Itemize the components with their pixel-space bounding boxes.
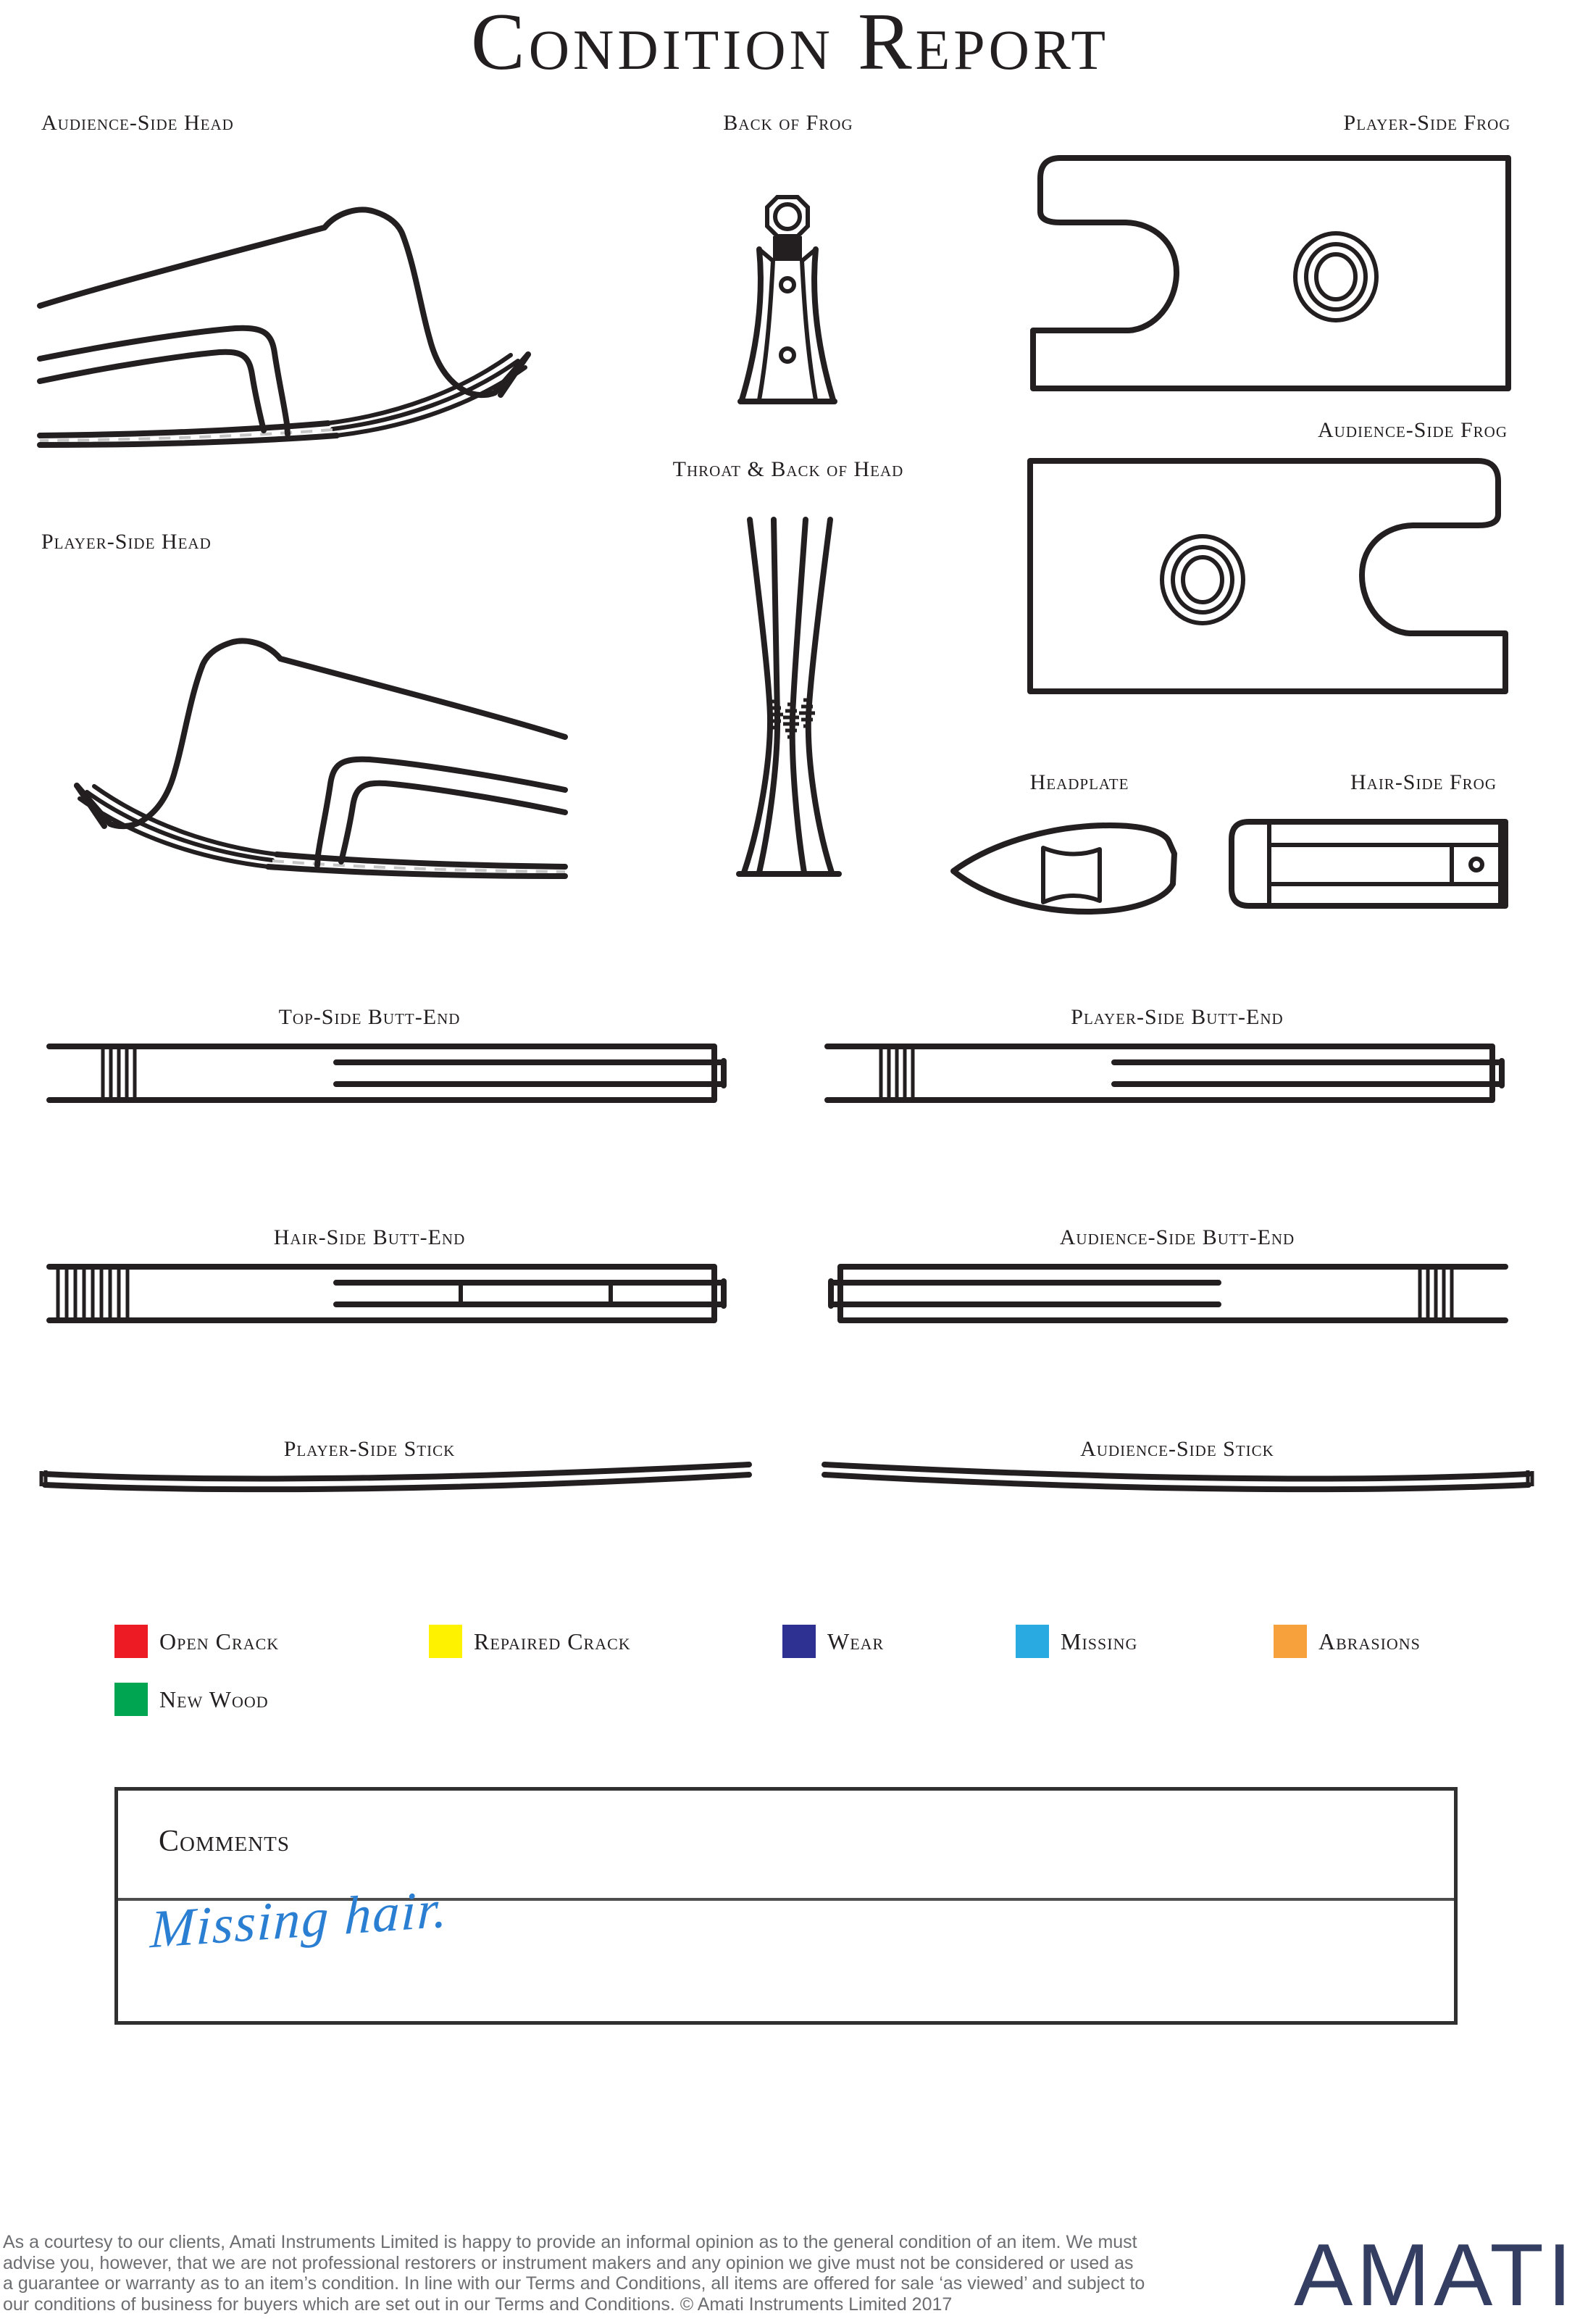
label-audience-side-stick: Audience-Side Stick [1080, 1437, 1274, 1461]
disclaimer-line: As a courtesy to our clients, Amati Instruments Limited is happy to provide an informal opinion as to the general condition of an item. We must [3, 2232, 1137, 2252]
legend-label: Abrasions [1318, 1628, 1421, 1654]
throat-back-of-head-diagram [724, 516, 855, 878]
wear-swatch [782, 1625, 816, 1658]
page-title: Condition Report [471, 0, 1109, 87]
label-audience-side-frog: Audience-Side Frog [1317, 418, 1508, 442]
abrasions-swatch [1274, 1625, 1307, 1658]
player-side-frog-diagram [1029, 154, 1514, 393]
label-hair-side-butt-end: Hair-Side Butt-End [273, 1225, 466, 1249]
open-crack-swatch [114, 1625, 148, 1658]
player-side-stick-diagram [20, 1461, 752, 1494]
headplate-diagram [949, 816, 1181, 921]
back-of-frog-diagram [733, 194, 842, 404]
label-hair-side-frog: Hair-Side Frog [1350, 770, 1497, 794]
legend-item-abrasions [1274, 1625, 1421, 1658]
label-headplate: Headplate [1029, 770, 1129, 794]
legend-label: Open Crack [159, 1628, 280, 1654]
disclaimer-text [3, 2232, 1285, 2315]
audience-side-butt-end-diagram [826, 1262, 1507, 1324]
disclaimer-line: a guarantee or warranty as to an item’s condition. In line with our Terms and Conditions, all items are offered for sale ‘as viewed’ and subject to [3, 2273, 1145, 2294]
comments-heading: Comments [159, 1825, 290, 1858]
comments-box [114, 1787, 1458, 2025]
disclaimer-line: advise you, however, that we are not professional restorers or instrument makers and any opinion we give must not be considered or used as [3, 2252, 1134, 2273]
label-back-of-frog: Back of Frog [723, 111, 853, 135]
repaired-crack-swatch [429, 1625, 462, 1658]
label-player-side-frog: Player-Side Frog [1343, 111, 1511, 135]
legend-item-missing [1016, 1625, 1137, 1658]
legend-item-new-wood [114, 1683, 269, 1716]
legend-label: Wear [827, 1628, 885, 1654]
audience-side-stick-diagram [822, 1461, 1553, 1494]
legend-label: Missing [1061, 1628, 1138, 1654]
label-player-side-head: Player-Side Head [41, 530, 212, 554]
label-audience-side-head: Audience-Side Head [41, 111, 234, 135]
label-player-side-stick: Player-Side Stick [283, 1437, 456, 1461]
comments-header [118, 1791, 1454, 1901]
label-throat-back-of-head: Throat & Back of Head [672, 457, 904, 481]
hair-side-butt-end-diagram [48, 1262, 729, 1324]
missing-swatch [1016, 1625, 1049, 1658]
top-side-butt-end-diagram [48, 1042, 729, 1104]
player-side-butt-end-diagram [826, 1042, 1507, 1104]
legend-item-repaired-crack [429, 1625, 631, 1658]
handwritten-note: Missing hair. [149, 1879, 450, 1960]
label-top-side-butt-end: Top-Side Butt-End [278, 1005, 461, 1029]
audience-side-frog-diagram [1024, 457, 1510, 696]
label-player-side-butt-end: Player-Side Butt-End [1071, 1005, 1284, 1029]
legend-label: Repaired Crack [474, 1628, 631, 1654]
player-side-head-diagram [29, 572, 565, 877]
new-wood-swatch [114, 1683, 148, 1716]
audience-side-head-diagram [40, 141, 576, 446]
hair-side-frog-diagram [1226, 819, 1508, 909]
legend-item-open-crack [114, 1625, 279, 1658]
disclaimer-line: our conditions of business for buyers which are set out in our Terms and Conditions. © Amati Instruments Limited 2017 [3, 2294, 953, 2315]
legend-label: New Wood [159, 1686, 269, 1712]
label-audience-side-butt-end: Audience-Side Butt-End [1059, 1225, 1295, 1249]
amati-logo: AMATI [1294, 2225, 1576, 2324]
legend-item-wear [782, 1625, 884, 1658]
